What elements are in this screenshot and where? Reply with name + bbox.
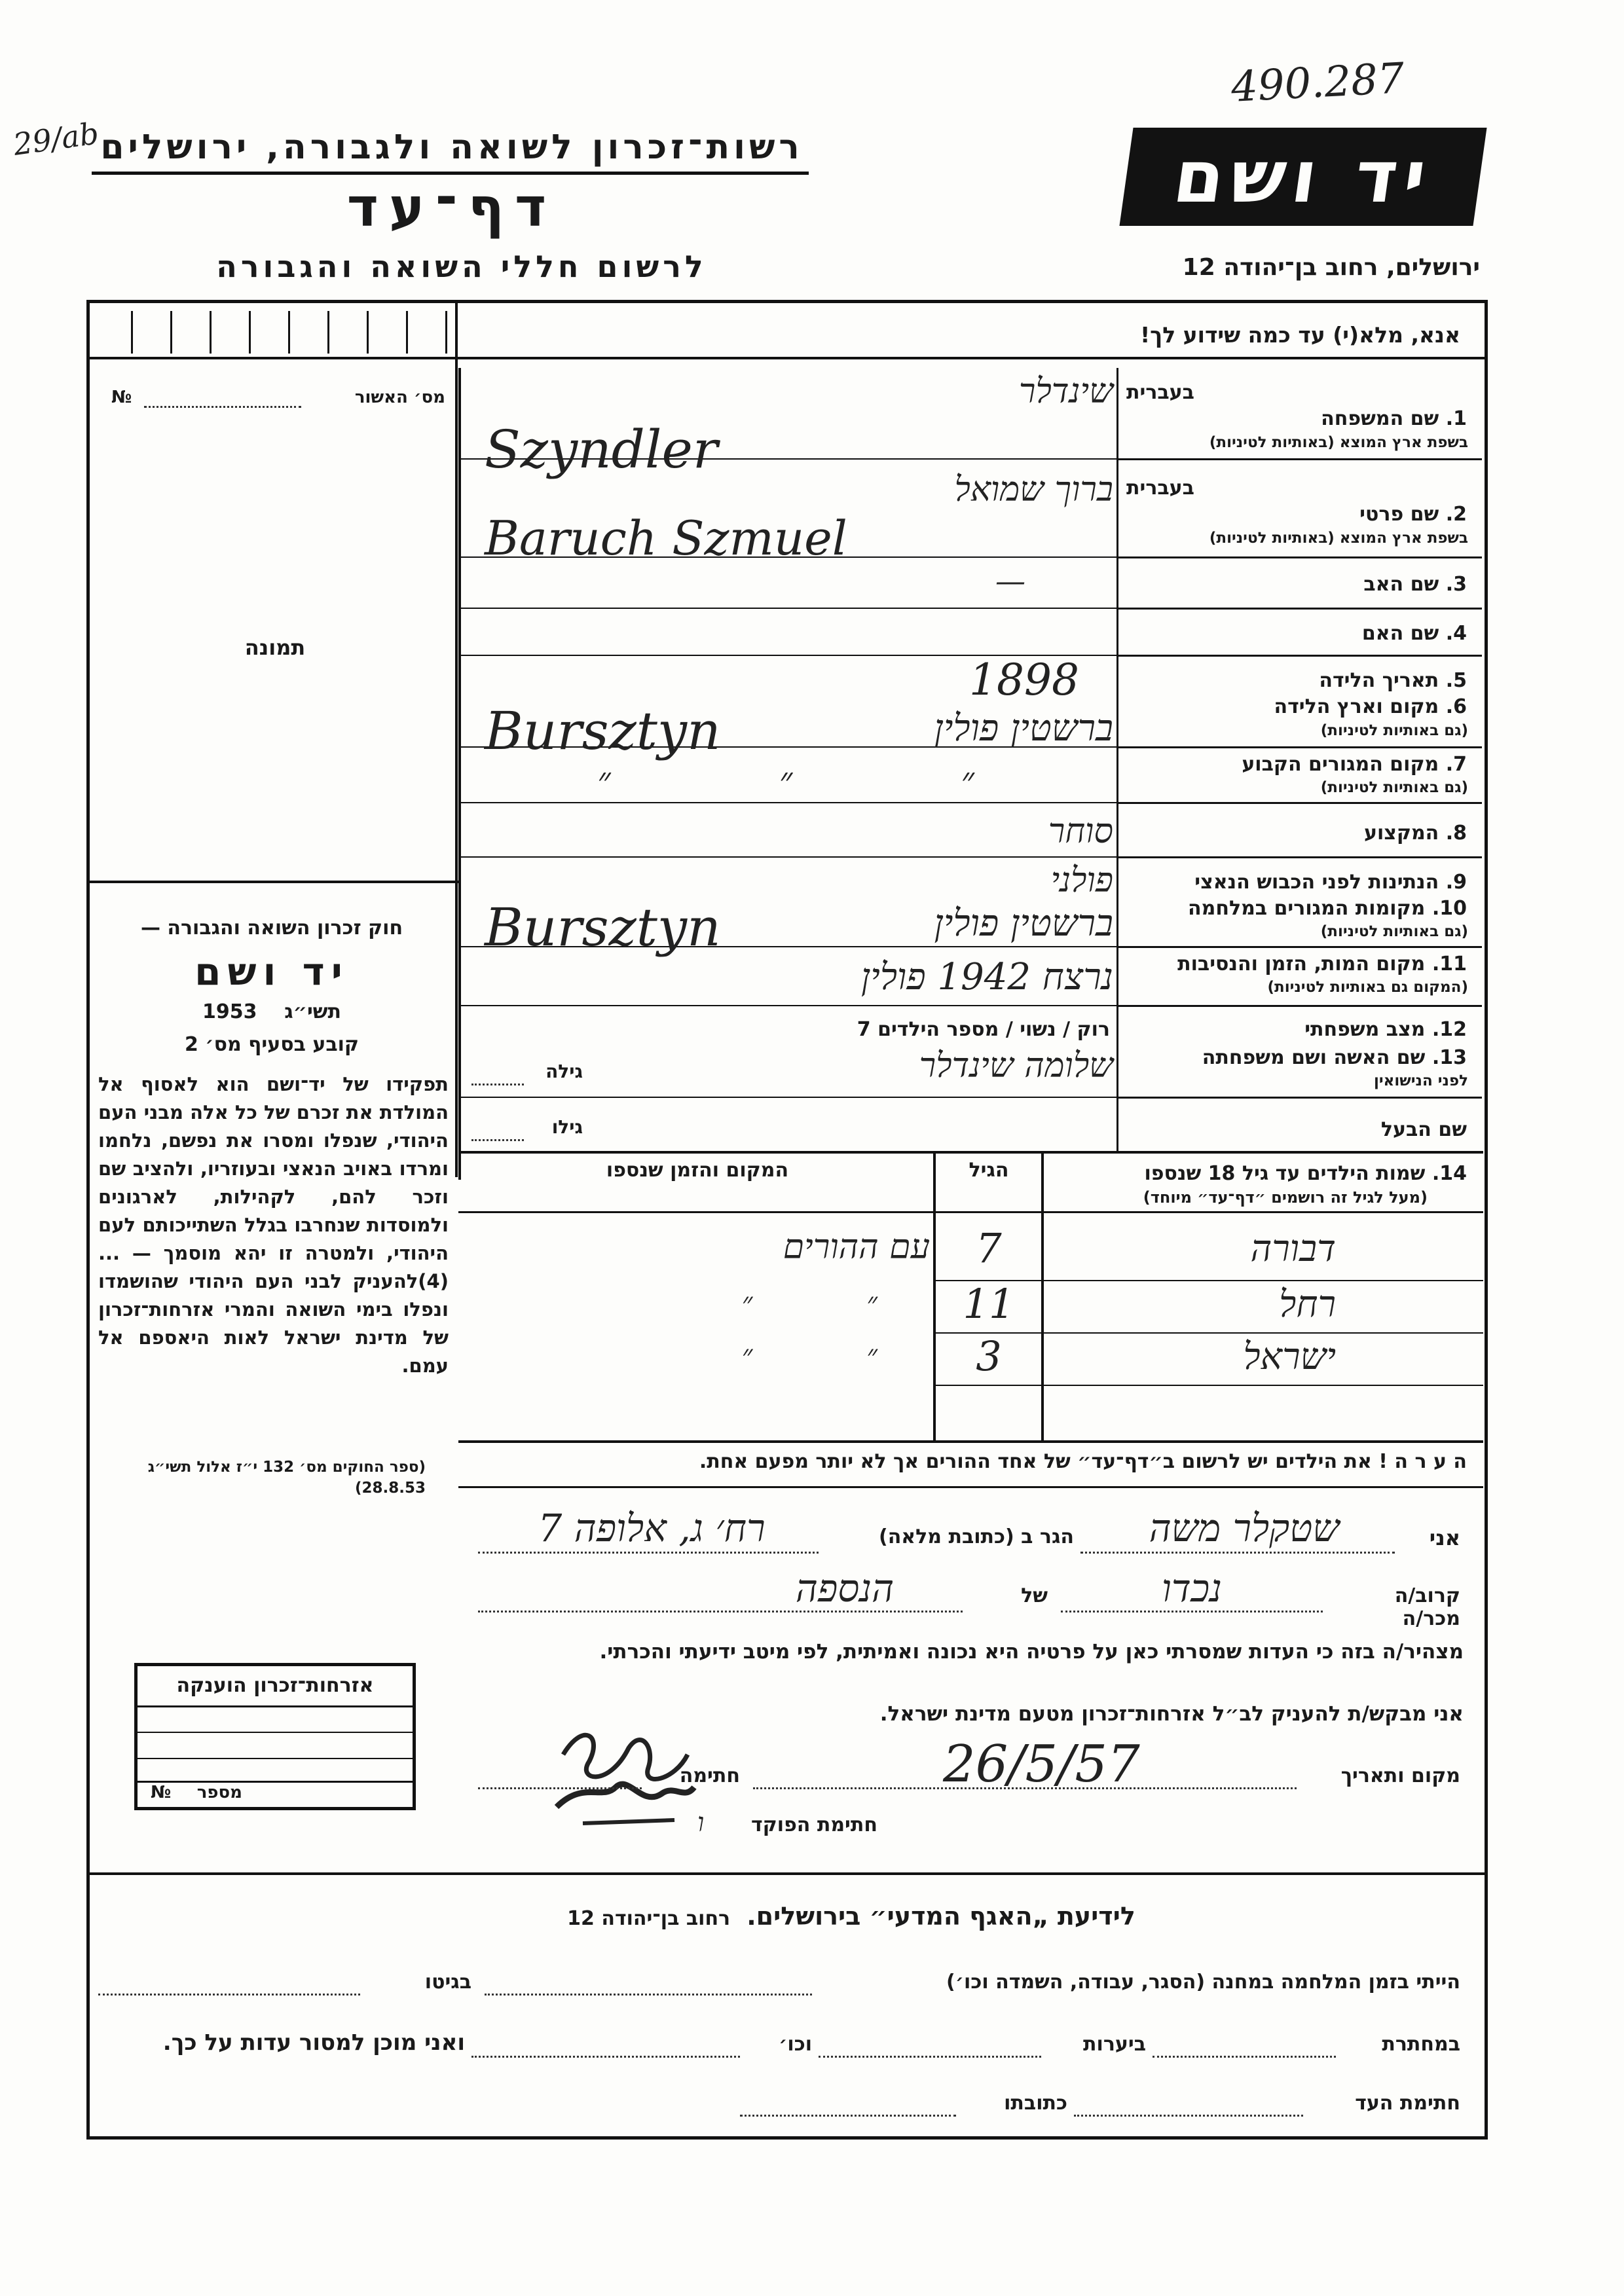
child-place: ״ ״ [741,1339,930,1372]
child-age: 3 [976,1332,1002,1380]
organization-line: רשות־זכרון לשואה ולגבורה, ירושלים [100,128,803,167]
law-year [98,1000,445,1023]
children-col-age: הגיל [969,1159,1009,1182]
field-label-husband-name: שם הבעל [1380,1118,1467,1141]
of-value: הנספה [795,1566,895,1611]
value-father-name: — [995,563,1025,598]
field-label-first-name: 2. שם פרטי [1359,503,1467,526]
children-note: ה ע ר ה ! את הילדים יש לרשום ב״דף־עד״ של אחד ההורים אך לא יותר מפעם אחת. [699,1450,1467,1473]
declarant-address: רח׳ ג, אלופה 7 [538,1506,766,1550]
children-header-sub: (מעל לגיל זה רושמים ״דף־עד״ מיוחד) [1143,1188,1428,1207]
officer-signature-label: חתימת הפוקד [751,1813,877,1836]
law-source: (ספר החוקים מס׳ 132 י״ז אלול תשי״ג 28.8.53) [147,1459,426,1497]
declaration-i-label: אני [1429,1525,1460,1550]
child-age: 11 [963,1280,1015,1328]
field-label-birth-place: 6. מקום וארץ הלידה [1274,695,1467,718]
value-first-name-latin: Baruch Szmuel [485,511,847,566]
law-year-number: 1953 [202,1000,257,1023]
children-header: 14. שמות הילדים עד גיל 18 שנספו [1144,1162,1467,1185]
photo-label: תמונה [244,635,306,660]
field-sub-birth-place: (גם באותיות לטיניות) [1320,722,1468,739]
form-title: דף־עד [346,177,557,239]
field-label-in-hebrew-1: בעברית [1126,381,1194,404]
officer-signature-value: ו [697,1808,705,1838]
child-age: 7 [976,1224,1002,1272]
approval-label: מס׳ האשור [354,388,445,407]
value-wartime-residence-latin: Bursztyn [485,897,721,958]
law-text: תפקידו של יד־ושם הוא לאסוף אל המולדת את זכרם של כל אלה מבני העם היהודי, שנפלו ומסרו את נפשם, נלחמו ומרדו באויב הנאצי ובעוזריו, ולהציב שם וזכר להם, לקהילות, לארגונים ולמוסדות שנחרבו בגלל השתייכותם לעם היהודי, ולמטרה זו יהא מוסמך — ...(4)להעניק לבני העם היהודי שהושמדו ונפלו בימי השואה והמרי אזרחות־זכרון של מדינת ישראל לאות היאספם אל עמם. [98,1073,449,1377]
header-address: ירושלים, רחוב בן־יהודה 12 [1182,254,1480,281]
footer-etc-label: וכו׳ [779,2033,812,2056]
law-year-hebrew: תשי״ג [284,1000,342,1023]
signature-label: חתימה [679,1764,740,1787]
of-label: של [1021,1584,1048,1607]
value-family-name-latin: Szyndler [485,419,718,480]
field-label-profession: 8. המקצוע [1363,822,1467,845]
field-label-residence: 7. מקום המגורים הקבוע [1242,753,1467,776]
footer-title: לידיעת „האגף המדעי״ בירושלים. רחוב בן־יהודה 12 [567,1902,1135,1931]
field-sub-wartime-residence: (גם באותיות לטיניות) [1320,923,1468,940]
footer-underground-label: במחתרת [1382,2033,1460,2056]
law-name: יד ושם [194,949,349,994]
value-family-name-hebrew: שינדלר [1018,372,1113,411]
field-label-father: 3. שם האב [1363,573,1467,596]
citizenship-number-sign: № [151,1783,172,1802]
approval-number: № [111,388,132,407]
field-label-citizenship: 9. הנתינות לפני הכבוש הנאצי [1194,871,1467,894]
child-name: ישראל [1243,1336,1336,1378]
field-sub-first-name: בשפת ארץ המוצא (באותיות לטיניות) [1209,530,1468,547]
relative-label: קרוב/ה מכר/ה [1394,1584,1460,1630]
footer-line1: הייתי בזמן המלחמה במחנה (הסגר, עבודה, השמדה וכו׳) [946,1971,1460,1994]
children-col-place: המקום והזמן שנספו [606,1159,789,1182]
field-sub-wife-name: לפני הנישואין [1374,1072,1468,1089]
field-label-birth-date: 5. תאריך הלידה [1319,669,1467,692]
field-sub-residence: (גם באותיות לטיניות) [1320,779,1468,796]
footer-ghetto-label: בגיטו [424,1971,471,1994]
field-label-family-name: 1. שם המשפחה [1321,407,1467,430]
footer-testimony-text: ואני מוכן למסור עדות על כך. [162,2030,465,2056]
value-death: נרצח 1942 פולין [860,956,1113,998]
citizenship-box [134,1663,416,1810]
law-clause: קובע בסעיף מס׳ 2 [184,1033,360,1056]
declaration-date: 26/5/57 [943,1735,1140,1794]
residing-label: הגר ב (כתובת מלאה) [878,1525,1074,1548]
value-birth-place-hebrew: ברשטין פולין [934,707,1113,750]
husband-age-label: גילו [551,1116,583,1138]
field-label-wife-name: 13. שם האשה ושם משפחתה [1202,1046,1467,1069]
declarant-signature [544,1709,701,1840]
yad-vashem-logo: יד ושם [1119,128,1486,226]
declaration-statement: מצהיר/ה בזה כי העדות שמסרתי כאן על פרטיה היא נכונה ואמיתית, לפי מיטב ידיעתי והכרתי. [599,1640,1464,1664]
declaration-request: אני מבקש/ת להעניק לב״ל אזרחות־זכרון מטעם מדינת ישראל. [879,1702,1464,1726]
instruction-text: אנא, מלא(י) עד כמה שידוע לך! [1140,322,1460,348]
child-name: דבורה [1250,1228,1336,1270]
child-name: רחל [1279,1283,1336,1326]
place-date-label: מקום ותאריך [1340,1764,1460,1787]
law-title: חוק זכרון השואה והגבורה — [140,917,403,939]
value-birth-date: 1898 [969,655,1079,705]
value-first-name-hebrew: ברוך שמואל [954,470,1113,509]
value-birth-place-latin: Bursztyn [485,701,721,761]
citizenship-number-label: מספר [196,1783,242,1802]
citizenship-title: אזרחות־זכרון הוענקה [176,1674,374,1697]
field-label-wartime-residence: 10. מקומות המגורים במלחמה [1188,897,1467,920]
footer-address-label: כתובתו [1004,2092,1067,2115]
value-citizenship: פולני [1050,861,1113,900]
footer-witness-signature-label: חתימת העד [1355,2092,1460,2115]
value-wartime-residence-hebrew: ברשטין פולין [934,902,1113,945]
tally-boxes [92,311,452,354]
field-sub-family-name: בשפת ארץ המוצא (באותיות לטיניות) [1209,434,1468,451]
form-subtitle: לרשום חללי השואה והגבורה [216,249,707,284]
field-label-in-hebrew-2: בעברית [1126,477,1194,500]
declarant-name: שטקלר משה [1149,1506,1340,1550]
value-profession: סוחר [1048,812,1113,851]
wife-age-label: גילה [545,1061,583,1082]
value-residence: ״ ״ ״ [597,759,1053,801]
child-place: עם ההורים [783,1228,930,1267]
relation-value: נכדו [1162,1566,1222,1611]
child-place: ״ ״ [741,1286,930,1320]
field-sub-death: (המקום גם באותיות לטיניות) [1267,979,1468,996]
field-label-marital-status: 12. מצב משפחתי [1304,1018,1467,1041]
field-label-mother: 4. שם האם [1361,622,1467,645]
value-wife-name: שלומה שינדלר [919,1046,1113,1085]
footer-forests-label: ביערות [1083,2033,1146,2056]
field-label-death: 11. מקום המות, הזמן והנסיבות [1177,953,1467,975]
margin-note: 29/ab [10,115,101,162]
value-marital-status: רוק / נשוי / מספר הילדים 7 [857,1018,1110,1041]
reference-number: 490.287 [1230,54,1406,112]
